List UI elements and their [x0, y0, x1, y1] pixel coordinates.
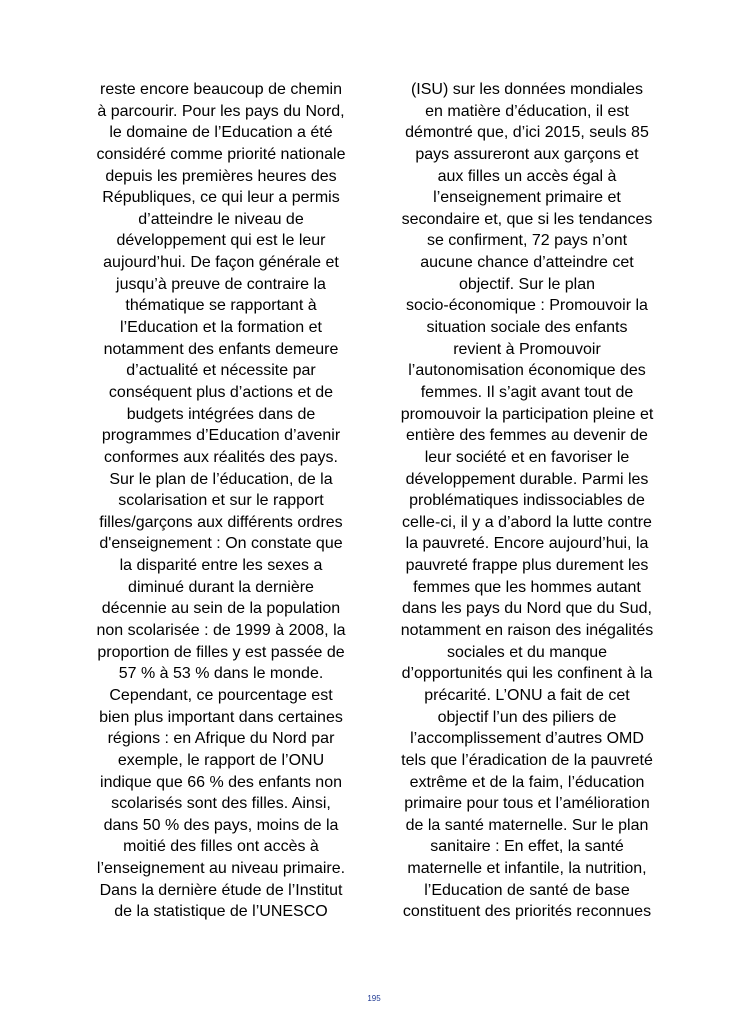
text-line: l’enseignement primaire et	[433, 189, 621, 207]
text-line: problématiques indissociables de	[409, 492, 645, 510]
text-line: dans les pays du Nord que du Sud,	[402, 600, 652, 618]
text-line: Républiques, ce qui leur a permis	[102, 189, 340, 207]
text-line: l’autonomisation économique des	[408, 362, 646, 380]
text-line: budgets intégrées dans de	[126, 405, 316, 423]
text-line: à parcourir. Pour les pays du Nord,	[97, 102, 345, 120]
text-line: leur société et en favoriser le	[424, 448, 630, 466]
text-line: sociales et du manque	[446, 643, 608, 661]
text-line: Cependant, ce pourcentage est	[109, 686, 333, 704]
text-line: en matière d’éducation, il est	[425, 102, 629, 120]
text-line: développement durable. Parmi les	[405, 470, 649, 488]
text-line: considéré comme priorité nationale	[96, 145, 346, 163]
text-line: objectif l’un des piliers de	[437, 708, 617, 726]
text-line: celle-ci, il y a d’abord la lutte contre	[402, 513, 652, 531]
text-line: femmes. Il s’agit avant tout de	[420, 383, 634, 401]
text-line: la pauvreté. Encore aujourd’hui, la	[405, 535, 649, 553]
text-line: situation sociale des enfants	[426, 319, 628, 337]
text-line: pauvreté frappe plus durement les	[405, 557, 649, 575]
text-line: d’opportunités qui les confinent à la	[401, 665, 653, 683]
text-line: l’enseignement au niveau primaire.	[96, 860, 346, 878]
text-line: non scolarisée : de 1999 à 2008, la	[96, 622, 346, 640]
text-line: de la statistique de l’UNESCO	[114, 903, 328, 921]
text-line: objectif. Sur le plan	[458, 275, 596, 293]
text-line: d'enseignement : On constate que	[99, 535, 343, 553]
text-line: aujourd’hui. De façon générale et	[103, 254, 339, 272]
left-text-column	[75, 79, 367, 923]
text-line: promouvoir la participation pleine et	[400, 405, 654, 423]
text-line: l’Education de santé de base	[424, 881, 630, 899]
page-number: 195	[367, 994, 381, 1003]
text-line: constituent des priorités reconnues	[402, 903, 652, 921]
text-line: démontré que, d’ici 2015, seuls 85	[405, 124, 649, 142]
text-line: décennie au sein de la population	[101, 600, 341, 618]
text-line: aux filles un accès égal à	[437, 167, 617, 185]
text-line: programmes d’Education d’avenir	[101, 427, 341, 445]
text-line: exemple, le rapport de l’ONU	[117, 751, 325, 769]
text-line: moitié des filles ont accès à	[123, 838, 319, 856]
text-line: de la santé maternelle. Sur le plan	[405, 816, 649, 834]
text-line: socio-économique : Promouvoir la	[406, 297, 648, 315]
text-line: femmes que les hommes autant	[413, 578, 641, 596]
text-line: dans 50 % des pays, moins de la	[103, 816, 339, 834]
text-line: développement qui est le leur	[116, 232, 326, 250]
right-text-column	[381, 79, 673, 923]
text-line: primaire pour tous et l’amélioration	[404, 795, 650, 813]
text-line: l’accomplissement d’autres OMD	[410, 730, 644, 748]
text-line: scolarisation et sur le rapport	[118, 492, 324, 510]
text-line: se confirment, 72 pays n’ont	[426, 232, 628, 250]
text-line: sanitaire : En effet, la santé	[430, 838, 624, 856]
text-line: la disparité entre les sexes a	[119, 557, 323, 575]
text-line: revient à Promouvoir	[453, 340, 601, 358]
text-line: le domaine de l’Education a été	[109, 124, 333, 142]
text-line: aucune chance d’atteindre cet	[420, 254, 634, 272]
text-line: d’atteindre le niveau de	[138, 210, 304, 228]
text-line: conséquent plus d’actions et de	[108, 383, 334, 401]
text-line: maternelle et infantile, la nutrition,	[407, 860, 647, 878]
text-line: pays assureront aux garçons et	[415, 145, 639, 163]
text-line: Dans la dernière étude de l’Institut	[99, 881, 343, 899]
text-line: filles/garçons aux différents ordres	[99, 513, 343, 531]
text-line: conformes aux réalités des pays.	[104, 448, 338, 466]
text-line: extrême et de la faim, l’éducation	[409, 773, 645, 791]
text-line: proportion de filles y est passée de	[97, 643, 345, 661]
text-line: d’actualité et nécessite par	[126, 362, 316, 380]
text-line: précarité. L’ONU a fait de cet	[424, 686, 630, 704]
text-line: notamment des enfants demeure	[103, 340, 339, 358]
text-line: entière des femmes au devenir de	[406, 427, 648, 445]
text-line: l’Education et la formation et	[120, 319, 322, 337]
text-line: depuis les premières heures des	[105, 167, 337, 185]
text-line: thématique se rapportant à	[125, 297, 317, 315]
text-line: indique que 66 % des enfants non	[100, 773, 342, 791]
text-line: reste encore beaucoup de chemin	[100, 81, 342, 98]
text-line: notamment en raison des inégalités	[400, 622, 654, 640]
text-line: diminué durant la dernière	[128, 578, 314, 596]
text-line: Sur le plan de l’éducation, de la	[109, 470, 333, 488]
text-line: tels que l’éradication de la pauvreté	[401, 751, 653, 769]
text-line: jusqu’à preuve de contraire la	[116, 275, 326, 293]
text-line: 57 % à 53 % dans le monde.	[118, 665, 324, 683]
text-line: secondaire et, que si les tendances	[401, 210, 653, 228]
text-line: (ISU) sur les données mondiales	[410, 81, 644, 98]
text-line: scolarisés sont des filles. Ainsi,	[111, 795, 331, 813]
text-line: bien plus important dans certaines	[99, 708, 343, 726]
text-line: régions : en Afrique du Nord par	[107, 730, 335, 748]
